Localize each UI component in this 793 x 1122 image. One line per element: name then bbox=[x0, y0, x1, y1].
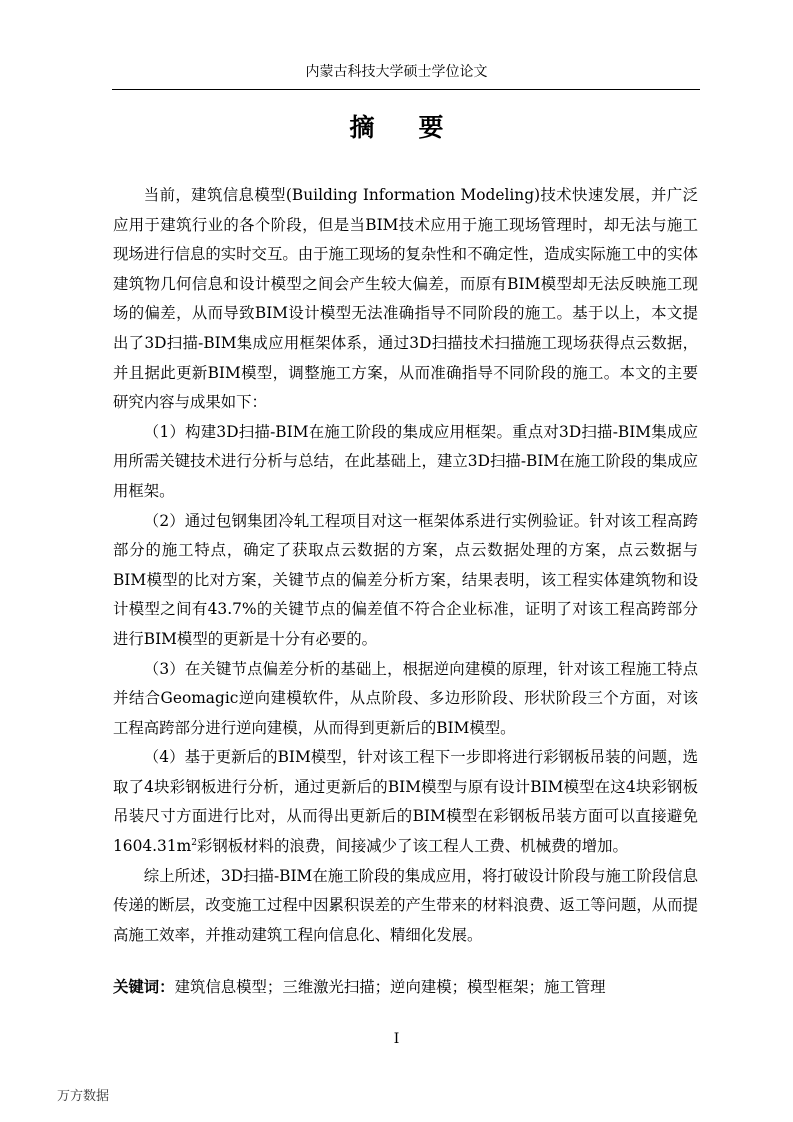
keywords-text: 建筑信息模型；三维激光扫描；逆向建模；模型框架；施工管理 bbox=[174, 978, 606, 996]
abstract-paragraph bbox=[113, 743, 698, 861]
superscript: 2 bbox=[191, 837, 197, 848]
running-header: 内蒙古科技大学硕士学位论文 bbox=[305, 64, 488, 80]
watermark: 万方数据 bbox=[57, 1089, 110, 1104]
paragraph-text: 彩钢板材料的浪费，间接减少了该工程人工费、机械费的增加。 bbox=[196, 837, 628, 856]
abstract-paragraph: 当前，建筑信息模型(Building Information Modeling)技术快速发展，并广泛应用于建筑行业的各个阶段，但是当BIM技术应用于施工现场管理时，却无法与施工现场进行信息的实时交互。由于施工现场的复杂性和不确定性，造成实际施工中的实体建筑物几何信息和设计模型之间会产生较大偏差，而原有BIM模型却无法反映施工现场的偏差，从而导致BIM设计模型无法准确指导不同阶段的施工。基于以上，本文提出了3D扫描-BIM集成应用框架体系，通过3D扫描技术扫描施工现场获得点云数据，并且据此更新BIM模型，调整施工方案，从而准确指导不同阶段的施工。本文的主要研究内容与成果如下： bbox=[113, 186, 698, 412]
page-number: I bbox=[393, 1031, 400, 1047]
header-rule bbox=[112, 89, 700, 90]
abstract-paragraph: （2）通过包钢集团冷轧工程项目对这一框架体系进行实例验证。针对该工程高跨部分的施工特点，确定了获取点云数据的方案，点云数据处理的方案，点云数据与BIM模型的比对方案，关键节点的偏差分析方案，结果表明，该工程实体建筑物和设计模型之间有43.7%的关键节点的偏差值不符合企业标准，证明了对该工程高跨部分进行BIM模型的更新是十分有必要的。 bbox=[113, 511, 698, 648]
abstract-body bbox=[113, 181, 698, 950]
keywords-label: 关键词： bbox=[113, 978, 175, 996]
paragraph-text: （4）基于更新后的BIM模型，针对该工程下一步即将进行彩钢板吊装的问题，选取了4块彩钢板进行分析，通过更新后的BIM模型与原有设计BIM模型在这4块彩钢板吊装尺寸方面进行比对，从而得出更新后的BIM模型在彩钢板吊装方面可以直接避免1604.31m bbox=[113, 748, 698, 856]
abstract-paragraph: （1）构建3D扫描-BIM在施工阶段的集成应用框架。重点对3D扫描-BIM集成应用所需关键技术进行分析与总结，在此基础上，建立3D扫描-BIM在施工阶段的集成应用框架。 bbox=[113, 422, 698, 500]
abstract-title-left: 摘 bbox=[349, 113, 375, 142]
abstract-title-right: 要 bbox=[418, 113, 444, 142]
keywords-line bbox=[113, 975, 698, 999]
abstract-paragraph: （3）在关键节点偏差分析的基础上，根据逆向建模的原理，针对该工程施工特点并结合Geomagic逆向建模软件，从点阶段、多边形阶段、形状阶段三个方面，对该工程高跨部分进行逆向建模，从而得到更新后的BIM模型。 bbox=[113, 659, 698, 737]
abstract-title bbox=[0, 112, 793, 144]
abstract-paragraph: 综上所述，3D扫描-BIM在施工阶段的集成应用，将打破设计阶段与施工阶段信息传递的断层，改变施工过程中因累积误差的产生带来的材料浪费、返工等问题，从而提高施工效率，并推动建筑工程向信息化、精细化发展。 bbox=[113, 866, 698, 944]
